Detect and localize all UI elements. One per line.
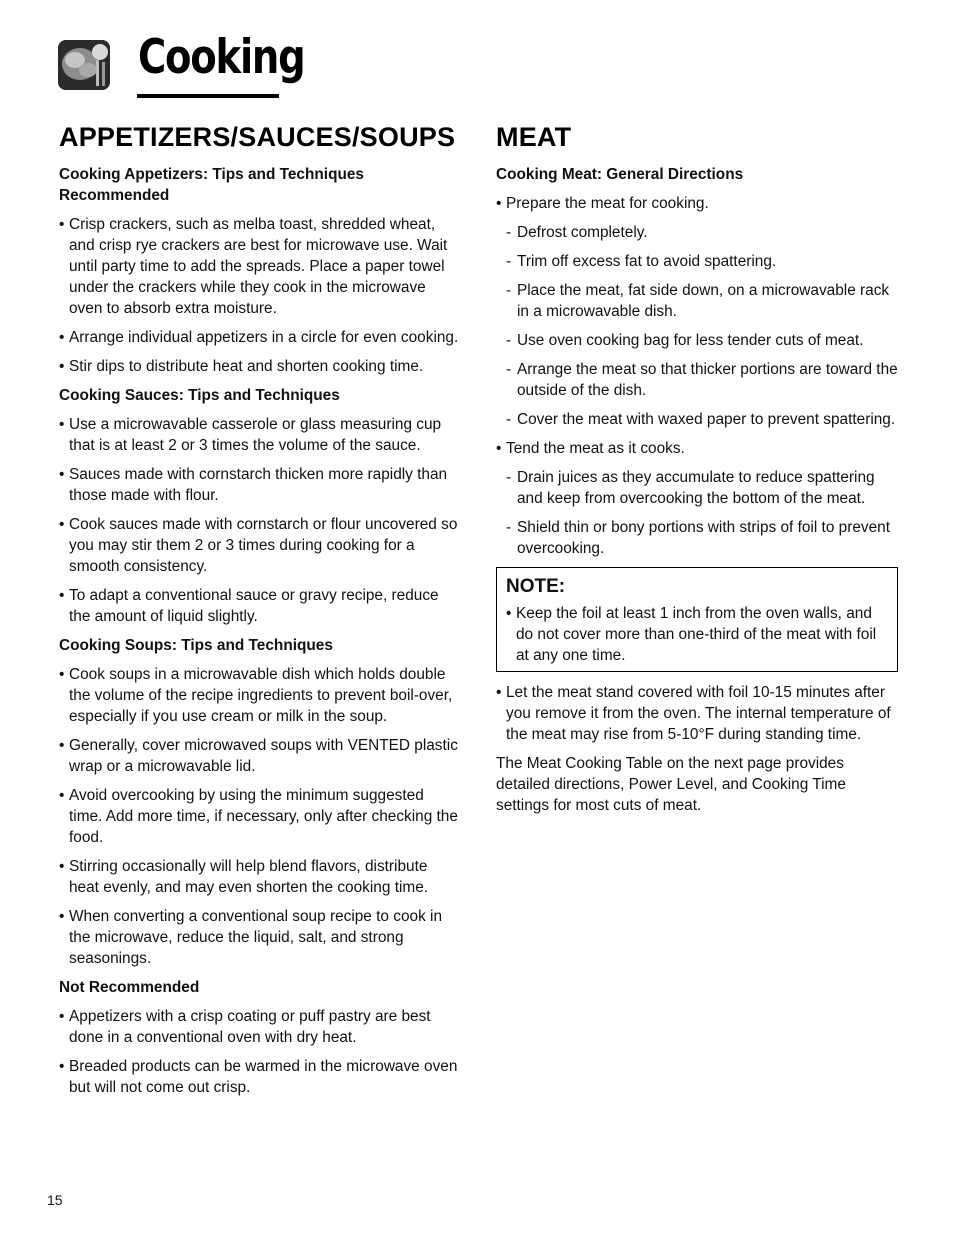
section-heading-meat: MEAT [496, 122, 572, 152]
group-sauces [59, 385, 461, 627]
sub-heading: Cooking Sauces: Tips and Techniques [59, 387, 340, 404]
list-item: - Defrost completely. [506, 222, 898, 243]
page-number: 15 [47, 1192, 63, 1208]
list-item: • Crisp crackers, such as melba toast, shredded wheat, and crisp rye crackers are best for microwave use. Wait until party time to add the spreads. Place a paper towel under the crackers while they cook in the microwave oven to absorb extra moisture. [59, 214, 461, 319]
tip-list [59, 414, 461, 627]
list-item: - Trim off excess fat to avoid spattering. [506, 251, 898, 272]
list-item: • Appetizers with a crisp coating or puff pastry are best done in a conventional oven with dry heat. [59, 1006, 461, 1048]
section-heading-appetizers: APPETIZERS/SAUCES/SOUPS [59, 122, 456, 152]
title-underline [137, 94, 279, 98]
list-item: - Cover the meat with waxed paper to prevent spattering. [506, 409, 898, 430]
group-not-recommended [59, 977, 461, 1098]
list-item: • When converting a conventional soup recipe to cook in the microwave, reduce the liquid, salt, and strong seasonings. [59, 906, 461, 969]
list-item: • Generally, cover microwaved soups with VENTED plastic wrap or a microwavable lid. [59, 735, 461, 777]
sub-heading: Cooking Soups: Tips and Techniques [59, 637, 333, 654]
list-item: • To adapt a conventional sauce or gravy recipe, reduce the amount of liquid slightly. [59, 585, 461, 627]
tip-list [59, 214, 461, 377]
sub-heading: Cooking Appetizers: Tips and Techniques Recommended [59, 166, 364, 204]
note-box [496, 567, 898, 672]
tend-list [496, 438, 898, 459]
page-title: Cooking [138, 30, 305, 85]
tip-list [59, 1006, 461, 1098]
list-item: • Stir dips to distribute heat and shorten cooking time. [59, 356, 461, 377]
meat-column [496, 120, 898, 816]
sub-heading: Cooking Meat: General Directions [496, 166, 744, 183]
list-item: - Shield thin or bony portions with strips of foil to prevent overcooking. [506, 517, 898, 559]
list-item: - Place the meat, fat side down, on a microwavable rack in a microwavable dish. [506, 280, 898, 322]
list-item: • Keep the foil at least 1 inch from the oven walls, and do not cover more than one-third of the meat with foil at any one time. [506, 603, 888, 666]
sub-heading: Not Recommended [59, 979, 200, 996]
tip-list [59, 664, 461, 969]
list-item: • Breaded products can be warmed in the microwave oven but will not come out crisp. [59, 1056, 461, 1098]
list-item: - Drain juices as they accumulate to reduce spattering and keep from overcooking the bottom of the meat. [506, 467, 898, 509]
tend-steps [496, 467, 898, 559]
prepare-text: Prepare the meat for cooking. [506, 195, 709, 212]
note-list [506, 603, 888, 666]
appetizers-column [59, 120, 461, 1106]
list-item: • Sauces made with cornstarch thicken more rapidly than those made with flour. [59, 464, 461, 506]
group-appetizers [59, 164, 461, 377]
list-item: - Use oven cooking bag for less tender cuts of meat. [506, 330, 898, 351]
food-photo-icon [58, 40, 110, 90]
list-item: • Let the meat stand covered with foil 10-15 minutes after you remove it from the oven. The internal temperature of the meat may rise from 5-10°F during standing time. [496, 682, 898, 745]
list-item: • Use a microwavable casserole or glass measuring cup that is at least 2 or 3 times the volume of the sauce. [59, 414, 461, 456]
list-item: • Tend the meat as it cooks. [496, 438, 898, 459]
list-item: • Arrange individual appetizers in a circle for even cooking. [59, 327, 461, 348]
closing-paragraph: The Meat Cooking Table on the next page provides detailed directions, Power Level, and Cooking Time settings for most cuts of meat. [496, 755, 846, 814]
list-item: • Cook sauces made with cornstarch or flour uncovered so you may stir them 2 or 3 times during cooking for a smooth consistency. [59, 514, 461, 577]
prepare-steps [496, 222, 898, 430]
list-item: • Stirring occasionally will help blend flavors, distribute heat evenly, and may even shorten the cooking time. [59, 856, 461, 898]
group-soups [59, 635, 461, 969]
list-item: • Avoid overcooking by using the minimum suggested time. Add more time, if necessary, only after checking the food. [59, 785, 461, 848]
list-item: • Cook soups in a microwavable dish which holds double the volume of the recipe ingredients to prevent boil-over, especially if you use cream or milk in the soup. [59, 664, 461, 727]
prepare-list [496, 193, 898, 214]
stand-list [496, 682, 898, 745]
list-item: - Arrange the meat so that thicker portions are toward the outside of the dish. [506, 359, 898, 401]
note-title: NOTE: [506, 576, 566, 597]
list-item [496, 193, 898, 214]
